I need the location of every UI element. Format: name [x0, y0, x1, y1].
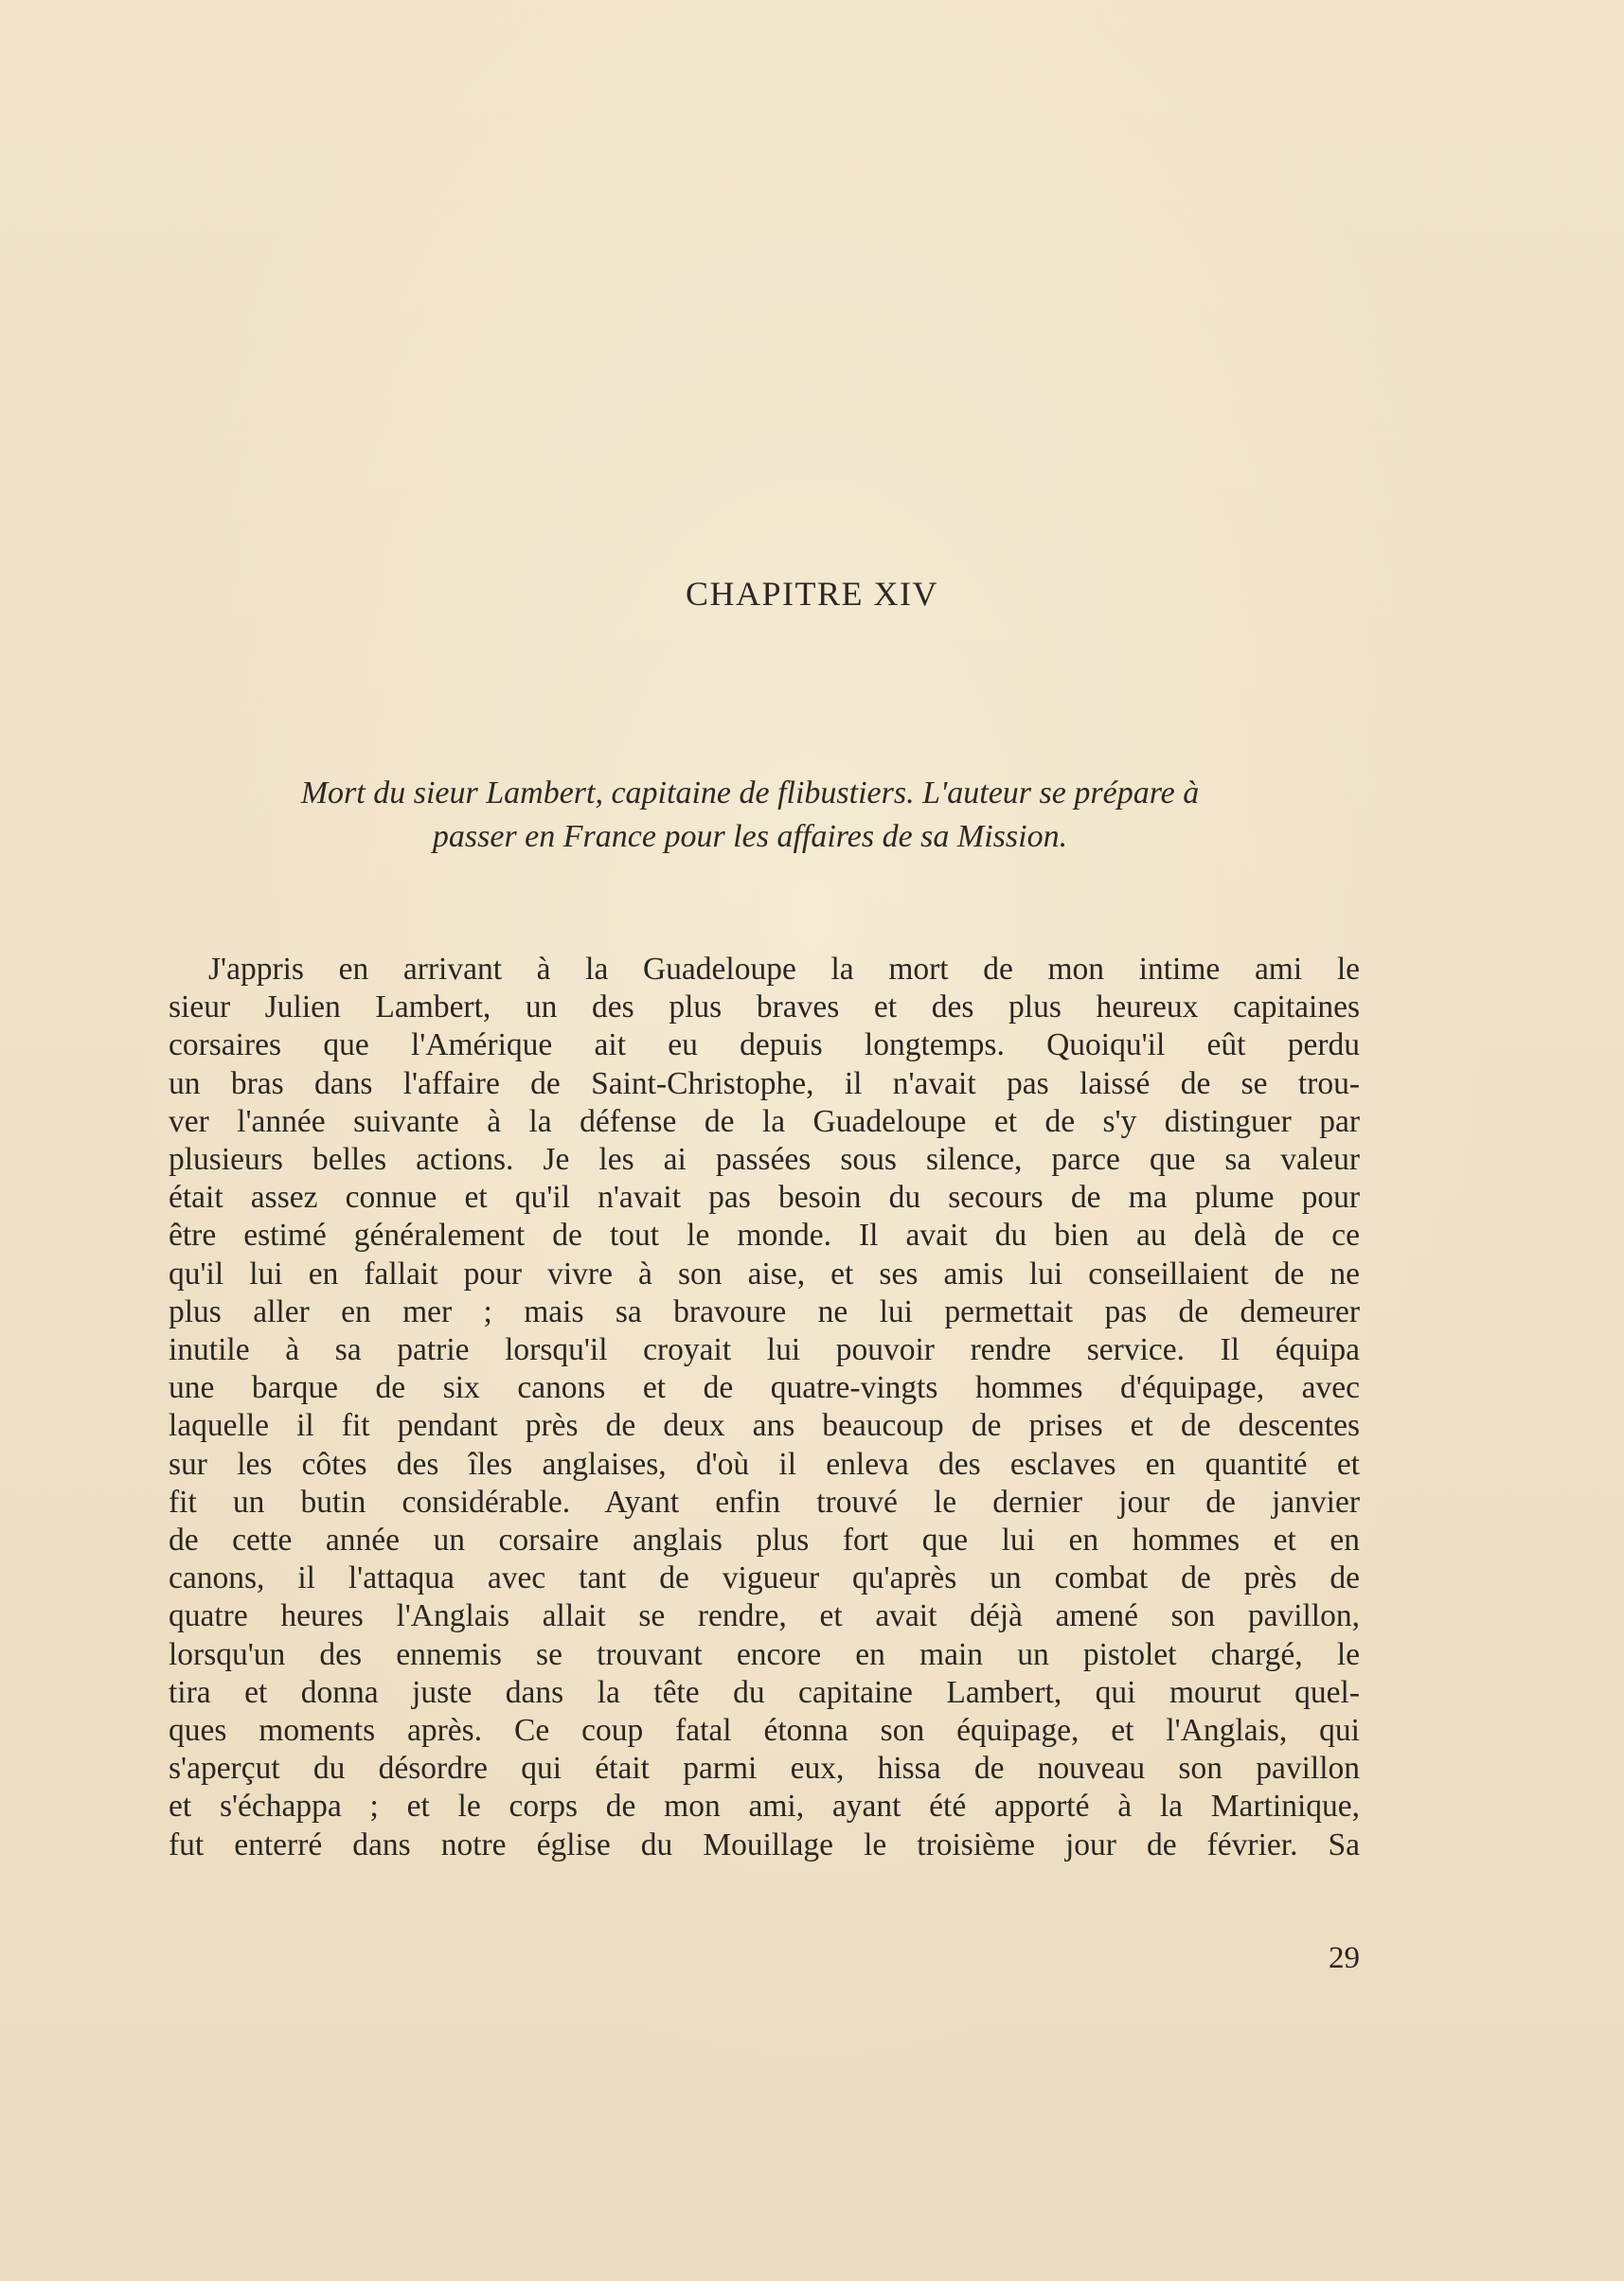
- body-line: qu'il lui en fallait pour vivre à son aise, et ses amis lui conseillaient de ne: [169, 1256, 1360, 1292]
- body-line: tira et donna juste dans la tête du capitaine Lambert, qui mourut quel-: [169, 1674, 1360, 1710]
- body-line: était assez connue et qu'il n'avait pas besoin du secours de ma plume pour: [169, 1180, 1360, 1216]
- chapter-summary: [176, 772, 1324, 859]
- body-line: fit un butin considérable. Ayant enfin trouvé le dernier jour de janvier: [169, 1484, 1360, 1520]
- body-line: ver l'année suivante à la défense de la Guadeloupe et de s'y distinguer par: [169, 1103, 1360, 1139]
- body-line: plus aller en mer ; mais sa bravoure ne lui permettait pas de demeurer: [169, 1293, 1360, 1329]
- body-line: un bras dans l'affaire de Saint-Christophe, il n'avait pas laissé de se trou-: [169, 1065, 1360, 1101]
- body-line: être estimé généralement de tout le monde. Il avait du bien au delà de ce: [169, 1218, 1360, 1254]
- body-line: J'appris en arrivant à la Guadeloupe la mort de mon intime ami le: [208, 952, 1360, 987]
- summary-line: passer en France pour les affaires de sa Mission.: [432, 819, 1068, 854]
- summary-line: Mort du sieur Lambert, capitaine de flibustiers. L'auteur se prépare à: [300, 775, 1200, 811]
- body-line: ques moments après. Ce coup fatal étonna son équipage, et l'Anglais, qui: [169, 1713, 1360, 1749]
- chapter-title: CHAPITRE XIV: [686, 575, 938, 613]
- body-paragraph: [169, 951, 1360, 1864]
- body-line: laquelle il fit pendant près de deux ans beaucoup de prises et de descentes: [169, 1408, 1360, 1444]
- body-line: canons, il l'attaqua avec tant de vigueur qu'après un combat de près de: [169, 1560, 1360, 1596]
- body-line: et s'échappa ; et le corps de mon ami, ayant été apporté à la Martinique,: [169, 1789, 1360, 1825]
- body-line: inutile à sa patrie lorsqu'il croyait lui pouvoir rendre service. Il équipa: [169, 1332, 1360, 1368]
- body-line: s'aperçut du désordre qui était parmi eux, hissa de nouveau son pavillon: [169, 1751, 1360, 1787]
- page-number: 29: [1329, 1941, 1360, 1975]
- body-line: plusieurs belles actions. Je les ai passées sous silence, parce que sa valeur: [169, 1142, 1360, 1178]
- body-line: de cette année un corsaire anglais plus fort que lui en hommes et en: [169, 1523, 1360, 1559]
- body-line: sur les côtes des îles anglaises, d'où il enleva des esclaves en quantité et: [169, 1446, 1360, 1482]
- body-line: sieur Julien Lambert, un des plus braves et des plus heureux capitaines: [169, 989, 1360, 1025]
- body-line: fut enterré dans notre église du Mouillage le troisième jour de février. Sa: [169, 1827, 1360, 1862]
- body-line: quatre heures l'Anglais allait se rendre, et avait déjà amené son pavillon,: [169, 1598, 1360, 1634]
- body-line: une barque de six canons et de quatre-vingts hommes d'équipage, avec: [169, 1370, 1360, 1406]
- body-line: lorsqu'un des ennemis se trouvant encore en main un pistolet chargé, le: [169, 1636, 1360, 1672]
- body-line: corsaires que l'Amérique ait eu depuis longtemps. Quoiqu'il eût perdu: [169, 1027, 1360, 1063]
